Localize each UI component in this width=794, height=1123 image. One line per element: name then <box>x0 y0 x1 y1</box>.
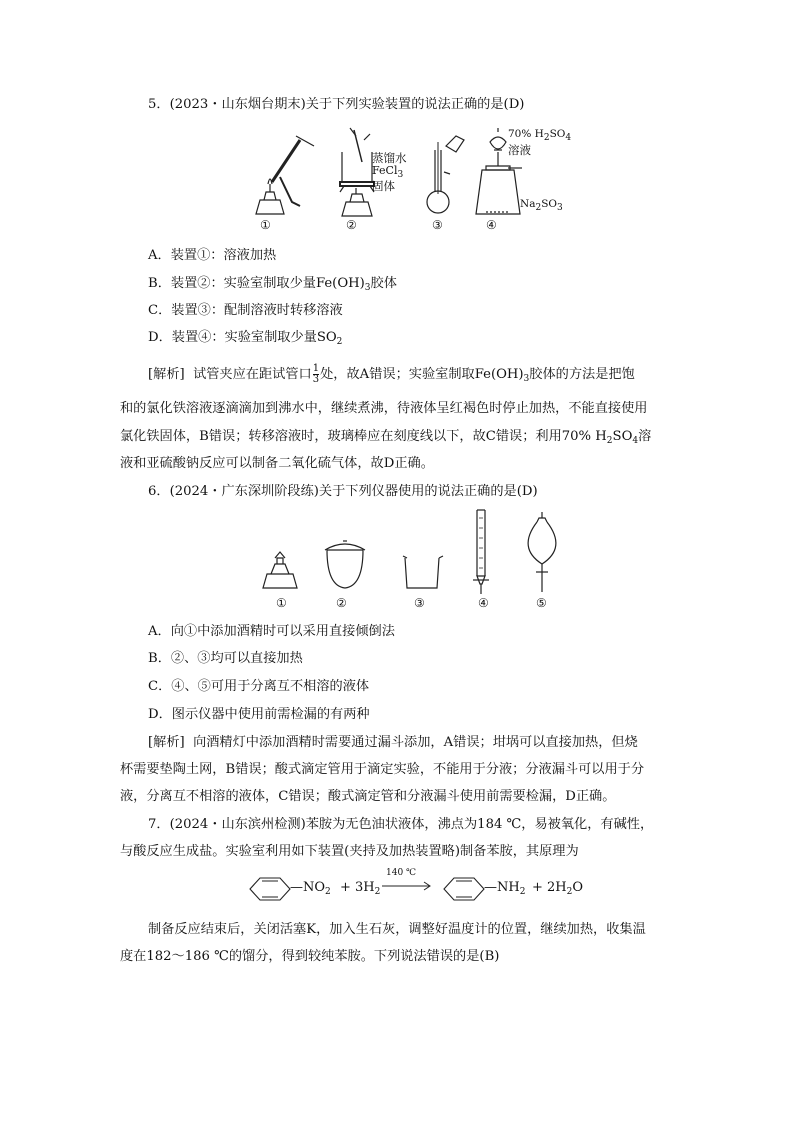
label-h2so4 <box>508 128 571 143</box>
q5-option-c: C．装置③：配制溶液时转移溶液 <box>148 303 343 318</box>
instrument-4-burette <box>473 510 489 594</box>
fraction-denominator: 3 <box>312 374 320 385</box>
q5-option-b-text: B．装置②：实验室制取少量Fe(OH) <box>148 276 365 291</box>
q5-analysis-l3b: SO <box>612 429 633 444</box>
label-solid: 固体 <box>372 179 395 193</box>
label-acid-sub2: 4 <box>565 133 572 143</box>
label-na2so3 <box>520 198 563 213</box>
q7-line-2: 与酸反应生成盐。实验室利用如下装置(夹持及加热装置略)制备苯胺，其原理为 <box>120 844 579 859</box>
q5-analysis-line-2: 和的氯化铁溶液逐滴滴加到沸水中，继续煮沸，待液体呈红褐色时停止加热，不能直接使用 <box>120 401 648 416</box>
q5-analysis-l3a: 氯化铁固体，B错误；转移溶液时，玻璃棒应在刻度线以下，故C错误；利用70% H <box>120 429 607 444</box>
q6-answer: D <box>521 484 533 499</box>
q6-stem <box>148 482 538 502</box>
eq-water <box>532 880 583 897</box>
q5-analysis-line-4: 液和亚硫酸钠反应可以制备二氧化硫气体，故D正确。 <box>120 456 434 471</box>
label-fecl3-text: FeCl <box>372 164 398 177</box>
apparatus-2-beaker-heating <box>340 128 374 216</box>
q5-fig-num-1: ① <box>260 218 271 232</box>
q5-option-d-text: D．装置④：实验室制取少量SO <box>148 330 337 345</box>
eq-h2o-text: + 2H <box>532 880 567 895</box>
eq-amino-group <box>484 880 525 897</box>
q5-option-d-sub: 2 <box>336 337 343 347</box>
label-so-sub: 3 <box>557 203 563 213</box>
q6-option-c: C．④、⑤可用于分离互不相溶的液体 <box>148 679 370 694</box>
eq-h2-sub: 2 <box>374 887 381 897</box>
apparatus-1-test-tube-heating <box>256 136 314 214</box>
q5-analysis-l3-sub2: 4 <box>632 436 639 446</box>
label-distilled-water: 蒸馏水 <box>372 151 407 165</box>
label-acid-mid: SO <box>549 128 566 140</box>
instrument-2-crucible <box>325 541 365 588</box>
eq-nh2-sub: 2 <box>519 887 526 897</box>
q6-analysis-tag: [解析] <box>148 735 185 750</box>
q5-analysis-l1a: 试管夹应在距试管口 <box>193 367 312 382</box>
eq-h2-text: + 3H <box>340 880 375 895</box>
fraction-numerator: 1 <box>312 363 320 374</box>
q7-line-4 <box>120 947 499 967</box>
q6-stem-text: 6．(2024・广东深圳阶段练)关于下列仪器使用的说法正确的是( <box>148 484 522 499</box>
label-na-text: Na <box>520 198 536 210</box>
q5-analysis-l1-sub: 3 <box>523 374 530 384</box>
q5-option-b <box>148 274 397 298</box>
eq-h2o-sub: 2 <box>566 887 573 897</box>
label-so-text: SO <box>541 198 557 210</box>
q7-answer: B <box>484 949 495 964</box>
q7-l4-text: 度在182～186 ℃的馏分，得到较纯苯胺。下列说法错误的是( <box>120 949 485 964</box>
q7-l4-close: ) <box>494 949 500 964</box>
label-solution: 溶液 <box>508 143 531 157</box>
q5-analysis-l3-sub1: 2 <box>606 436 613 446</box>
label-fecl3-sub: 3 <box>397 170 404 180</box>
q5-analysis-l1c: 胶体的方法是把饱 <box>529 367 635 382</box>
instrument-5-separatory-funnel <box>528 512 556 592</box>
q5-analysis-l3c: 溶 <box>638 429 652 444</box>
q5-option-b-sub: 3 <box>364 283 371 293</box>
q5-option-b-tail: 胶体 <box>370 276 397 291</box>
label-na-sub: 2 <box>535 203 542 213</box>
q7-line-3: 制备反应结束后，关闭活塞K，加入生石灰，调整好温度计的位置，继续加热，收集温 <box>148 922 646 937</box>
eq-nitro-group <box>290 880 331 897</box>
instrument-3-beaker <box>403 556 443 588</box>
eq-nh2-text: —NH <box>484 880 520 895</box>
q5-analysis-line-1 <box>148 364 635 389</box>
apparatus-3-volumetric-flask <box>427 136 464 213</box>
eq-no2-text: —NO <box>290 880 326 895</box>
q6-fig-num-5: ⑤ <box>536 596 547 610</box>
q5-option-d <box>148 328 342 352</box>
q6-fig-num-3: ③ <box>414 596 425 610</box>
q5-stem-close: ) <box>519 97 525 112</box>
q6-fig-num-4: ④ <box>478 596 489 610</box>
q6-instruments-figure <box>255 508 575 596</box>
label-acid-text: 70% H <box>508 128 544 140</box>
q6-analysis-line-3: 液，分离互不相溶的液体，C错误；酸式滴定管和分液漏斗使用前需要检漏，D正确。 <box>120 789 616 804</box>
q6-stem-close: ) <box>532 484 538 499</box>
q5-answer: D <box>508 97 520 112</box>
q5-fig-num-3: ③ <box>432 218 443 232</box>
reaction-arrow-icon <box>380 880 436 892</box>
q6-option-a: A．向①中添加酒精时可以采用直接倾倒法 <box>148 624 395 639</box>
q5-stem <box>148 95 524 115</box>
q5-analysis-l1b: 处，故A错误；实验室制取Fe(OH) <box>320 367 524 382</box>
q5-fig-num-4: ④ <box>486 218 497 232</box>
q5-fig-num-2: ② <box>346 218 357 232</box>
q6-option-b: B．②、③均可以直接加热 <box>148 651 303 666</box>
eq-no2-sub: 2 <box>325 887 331 897</box>
q6-analysis-line-2: 杯需要垫陶土网，B错误；酸式滴定管用于滴定实验，不能用于分液；分液漏斗可以用于分 <box>120 762 644 777</box>
q7-line-1: 7．(2024・山东滨州检测)苯胺为无色油状液体，沸点为184 ℃，易被氧化，有碱性， <box>148 817 654 832</box>
q5-stem-text: 5．(2023・山东烟台期末)关于下列实验装置的说法正确的是( <box>148 97 509 112</box>
q6-option-d: D．图示仪器中使用前需检漏的有两种 <box>148 707 370 722</box>
q5-option-a: A．装置①：溶液加热 <box>148 248 277 263</box>
instrument-1-alcohol-lamp <box>263 552 297 588</box>
q6-analysis-l1: 向酒精灯中添加酒精时需要通过漏斗添加，A错误；坩埚可以直接加热，但烧 <box>193 735 638 750</box>
eq-hydrogen <box>340 880 380 897</box>
eq-condition: 140 ℃ <box>386 868 417 878</box>
q5-analysis-line-3 <box>120 427 651 451</box>
q5-analysis-fraction <box>313 364 319 385</box>
q6-fig-num-1: ① <box>276 596 287 610</box>
q5-analysis-tag: [解析] <box>148 367 185 382</box>
q6-analysis-line-1 <box>148 733 638 753</box>
label-acid-sub1: 2 <box>543 133 550 143</box>
eq-o-text: O <box>572 880 584 895</box>
q6-fig-num-2: ② <box>336 596 347 610</box>
